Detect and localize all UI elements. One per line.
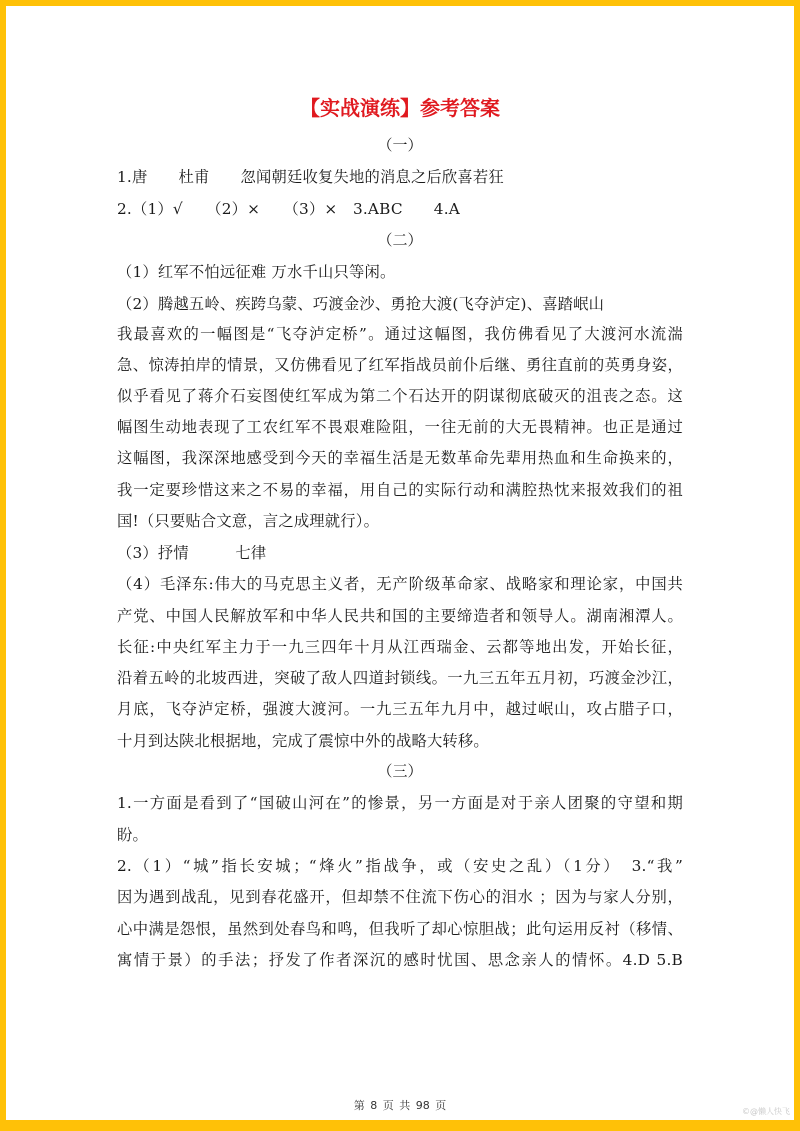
paragraph-line: 国!（只要贴合文意，言之成理就行）。 [117, 512, 380, 530]
paragraph-line: 2.（1）“城”指长安城；“烽火”指战争，或（安史之乱）（1分） 3.“我” [117, 857, 683, 875]
answer-line: （2）腾越五岭、疾跨乌蒙、巧渡金沙、勇抢大渡(飞夺泸定)、喜踏岷山 [117, 295, 605, 313]
page-title: 【实战演练】参考答案 [300, 96, 500, 120]
paragraph-line: 急、惊涛拍岸的情景，又仿佛看见了红军指战员前仆后继、勇往直前的英勇身姿， [117, 356, 683, 374]
paragraph-line: 长征:中央红军主力于一九三四年十月从江西瑞金、云都等地出发，开始长征， [117, 638, 683, 656]
paragraph-line: 我最喜欢的一幅图是“飞夺泸定桥”。通过这幅图，我仿佛看见了大渡河水流湍 [117, 325, 683, 343]
section-heading-3: （三） [377, 762, 423, 780]
answer-line: （3）抒情 七律 [117, 544, 267, 562]
paragraph-line: 似乎看见了蒋介石妄图使红军成为第二个石达开的阴谋彻底破灭的沮丧之态。这 [117, 387, 683, 405]
paragraph-line: 因为遇到战乱，见到春花盛开，但却禁不住流下伤心的泪水 ；因为与家人分别， [117, 888, 683, 906]
paragraph-line: 盼。 [117, 826, 148, 844]
answer-line: （1）红军不怕远征难 万水千山只等闲。 [117, 263, 396, 281]
paragraph-line: 月底，飞夺泸定桥，强渡大渡河。一九三五年九月中，越过岷山，攻占腊子口， [117, 700, 683, 718]
paragraph-line: 产党、中国人民解放军和中华人民共和国的主要缔造者和领导人。湖南湘潭人。 [117, 607, 683, 625]
paragraph-line: 幅图生动地表现了工农红军不畏艰难险阻，一往无前的大无畏精神。也正是通过 [117, 418, 683, 436]
section-heading-1: （一） [377, 136, 423, 154]
paragraph-line: 十月到达陕北根据地，完成了震惊中外的战略大转移。 [117, 732, 489, 750]
paragraph-line: 这幅图，我深深地感受到今天的幸福生活是无数革命先辈用热血和生命换来的， [117, 449, 683, 467]
paragraph-line: 我一定要珍惜这来之不易的幸福，用自己的实际行动和满腔热忱来报效我们的祖 [117, 481, 683, 499]
page-number-footer: 第 8 页 共 98 页 [353, 1099, 447, 1112]
section-heading-2: （二） [377, 231, 423, 249]
paragraph-line: 心中满是怨恨，虽然到处春鸟和鸣，但我听了却心惊胆战；此句运用反衬（移情、 [117, 920, 683, 938]
answer-line: 1.唐 杜甫 忽闻朝廷收复失地的消息之后欣喜若狂 [117, 168, 504, 186]
watermark: ©@懒人快飞 [742, 1107, 790, 1116]
answer-line: 2.（1）√ （2）× （3）× 3.ABC 4.A [117, 200, 461, 218]
paragraph-line: 沿着五岭的北坡西进，突破了敌人四道封锁线。一九三五年五月初，巧渡金沙江， [117, 669, 683, 687]
paragraph-line: （4）毛泽东:伟大的马克思主义者，无产阶级革命家、战略家和理论家，中国共 [117, 575, 683, 593]
paragraph-line: 寓情于景）的手法；抒发了作者深沉的感时忧国、思念亲人的情怀。4.D 5.B [117, 951, 683, 969]
paragraph-line: 1.一方面是看到了“国破山河在”的惨景，另一方面是对于亲人团聚的守望和期 [117, 794, 683, 812]
